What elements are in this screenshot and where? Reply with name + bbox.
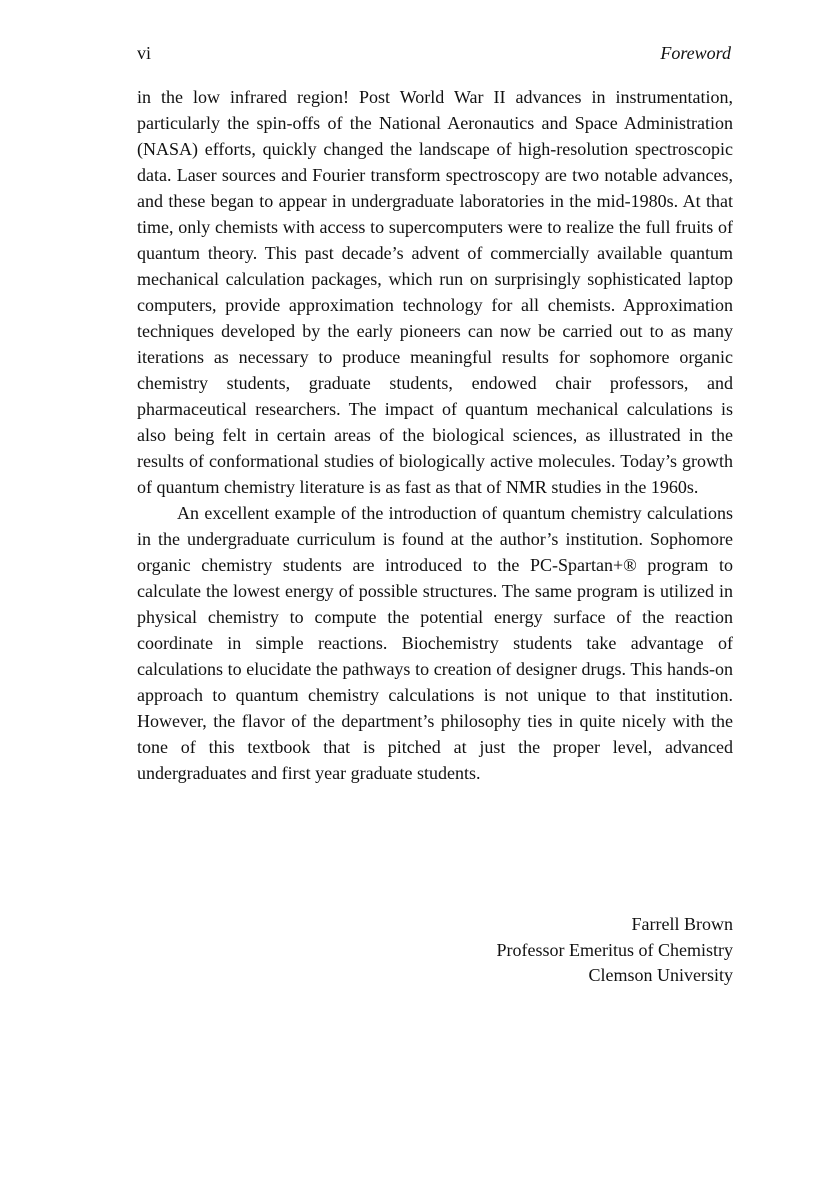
author-title: Professor Emeritus of Chemistry (496, 939, 733, 960)
running-head (137, 40, 731, 66)
author-name: Farrell Brown (631, 914, 733, 934)
paragraph-continued: in the low infrared region! Post World War II advances in instrumentation, particularly the spin-offs of the National Aeronautics and Space Administration (NASA) efforts, quickly changed the landscape of high-resolution spectroscopic data. Laser sources and Fourier transform spectroscopy are two notable advances, and these began to appear in undergraduate laboratories in the mid-1980s. At that time, only chemists with access to supercomputers were to realize the full fruits of quantum theory. This past decade’s advent of commercially available quantum mechanical calculation packages, which run on surprisingly sophisticated laptop computers, provide approximation technology for all chemists. Approximation techniques developed by the early pioneers can now be carried out to as many iterations as necessary to produce meaningful results for sophomore organic chemistry students, graduate students, endowed chair professors, and pharmaceutical researchers. The impact of quantum mechanical calculations is also being felt in certain areas of the biological sciences, as illustrated in the results of conformational studies of biologically active molecules. Today’s growth of quantum chemistry literature is as fast as that of NMR studies in the 1960s. (137, 87, 733, 497)
foreword-body (137, 84, 733, 786)
author-institution: Clemson University (588, 965, 733, 985)
chapter-title: Foreword (660, 43, 731, 63)
signature-block (380, 912, 733, 989)
paragraph-example: An excellent example of the introduction of quantum chemistry calculations in the undergraduate curriculum is found at the author’s institution. Sophomore organic chemistry students are introduced to the PC-Spartan+® program to calculate the lowest energy of possible structures. The same program is utilized in physical chemistry to compute the potential energy surface of the reaction coordinate in simple reactions. Biochemistry students take advantage of calculations to elucidate the pathways to creation of designer drugs. This hands-on approach to quantum chemistry calculations is not unique to that institution. However, the flavor of the department’s philosophy ties in quite nicely with the tone of this textbook that is pitched at just the proper level, advanced undergraduates and first year graduate students. (137, 503, 733, 783)
page-number: vi (137, 43, 152, 63)
